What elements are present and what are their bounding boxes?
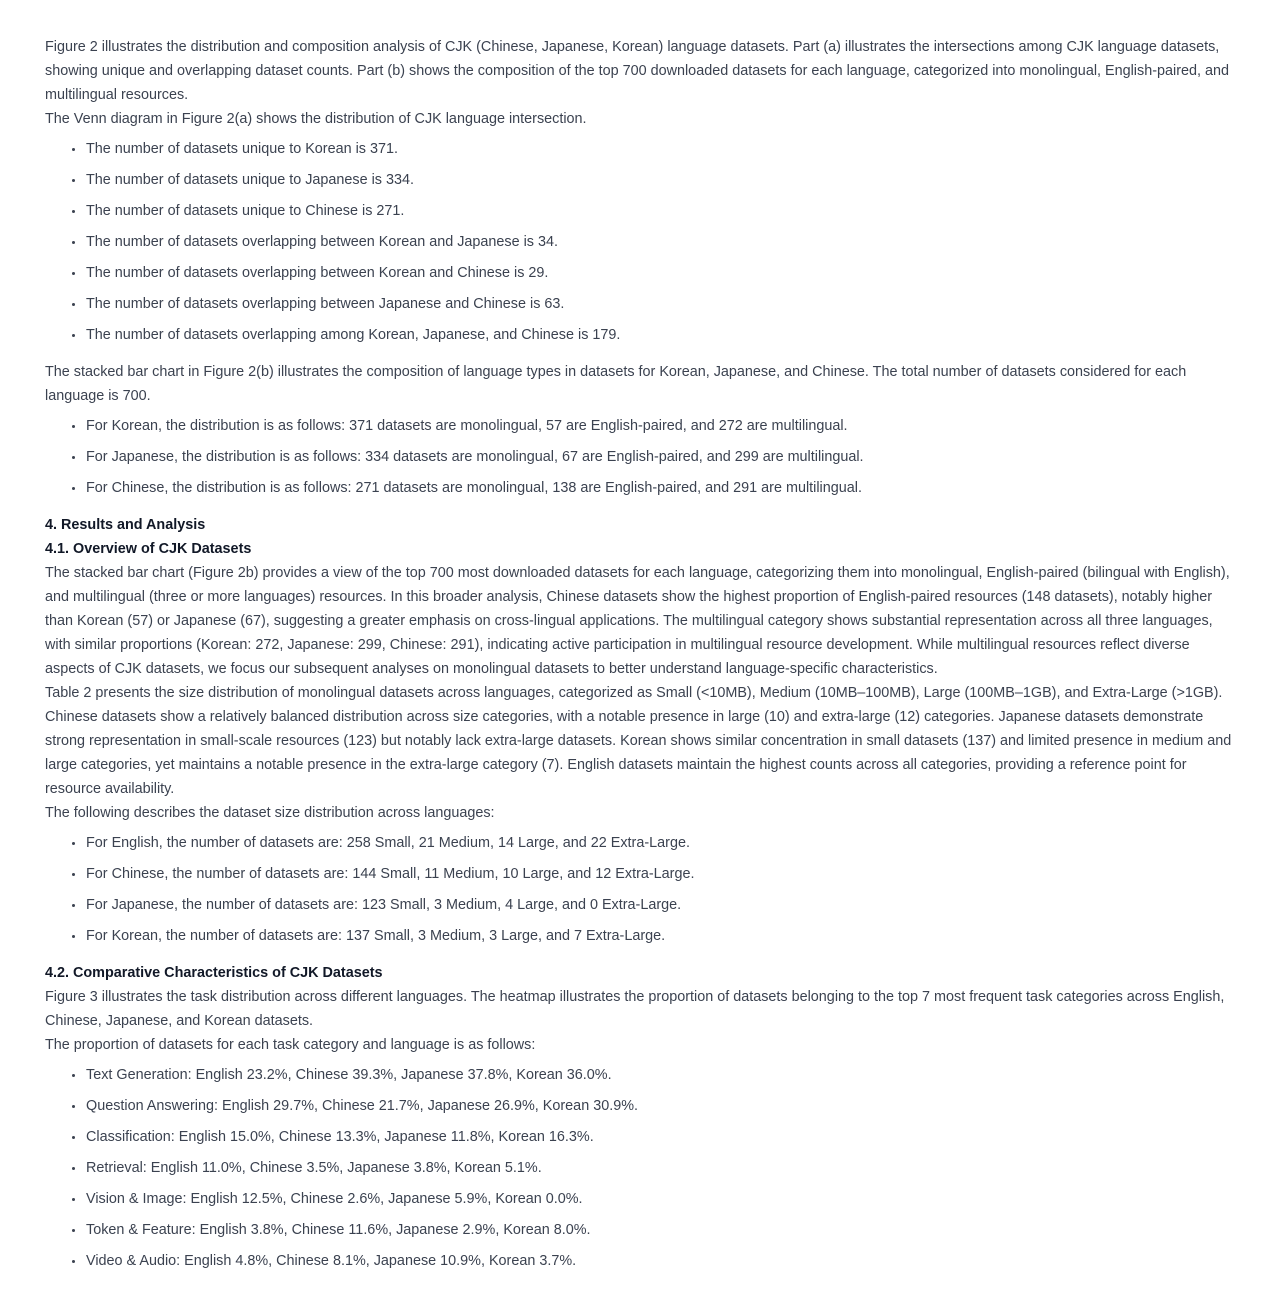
list-item: Vision & Image: English 12.5%, Chinese 2.6%, Japanese 5.9%, Korean 0.0%. xyxy=(45,1187,1235,1218)
list-item: For Japanese, the number of datasets are: 123 Small, 3 Medium, 4 Large, and 0 Extra-Large. xyxy=(45,893,1235,924)
list-item: The number of datasets unique to Japanese is 334. xyxy=(45,168,1235,199)
size-list-intro: The following describes the dataset size distribution across languages: xyxy=(45,805,495,821)
size-distribution-paragraph: Table 2 presents the size distribution of monolingual datasets across languages, categorized as Small (<10MB), Medium (10MB–100MB), Large (100MB–1GB), and Extra-Large (>1GB). Chinese datasets show a relatively balanced distribution across size categories, with a notable presence in large (10) and extra-large (12) categories. Japanese datasets demonstrate strong representation in small-scale resources (123) but notably lack extra-large datasets. Korean shows similar concentration in small datasets (137) and limited presence in medium and large categories, yet maintains a notable presence in the extra-large category (7). English datasets maintain the highest counts across all categories, providing a reference point for resource availability. xyxy=(45,685,1232,797)
list-item: The number of datasets overlapping between Korean and Chinese is 29. xyxy=(45,261,1235,292)
list-item: The number of datasets unique to Korean is 371. xyxy=(45,137,1235,168)
heatmap-paragraph: Figure 3 illustrates the task distribution across different languages. The heatmap illustrates the proportion of datasets belonging to the top 7 most frequent task categories across English, Chinese, Japanese, and Korean datasets. xyxy=(45,989,1225,1029)
list-item: For Chinese, the distribution is as follows: 271 datasets are monolingual, 138 are English-paired, and 291 are multilingual. xyxy=(45,476,1235,507)
list-item: Token & Feature: English 3.8%, Chinese 11.6%, Japanese 2.9%, Korean 8.0%. xyxy=(45,1218,1235,1249)
list-item: Question Answering: English 29.7%, Chinese 21.7%, Japanese 26.9%, Korean 30.9%. xyxy=(45,1094,1235,1125)
list-item: For Japanese, the distribution is as follows: 334 datasets are monolingual, 67 are English-paired, and 299 are multilingual. xyxy=(45,445,1235,476)
overview-paragraph: The stacked bar chart (Figure 2b) provides a view of the top 700 most downloaded datasets for each language, categorizing them into monolingual, English-paired (bilingual with English), and multilingual (three or more languages) resources. In this broader analysis, Chinese datasets show the highest proportion of English-paired resources (148 datasets), notably higher than Korean (57) or Japanese (67), suggesting a greater emphasis on cross-lingual applications. The multilingual category shows substantial representation across all three languages, with similar proportions (Korean: 272, Japanese: 299, Chinese: 291), indicating active participation in multilingual resource development. While multilingual resources reflect diverse aspects of CJK datasets, we focus our subsequent analyses on monolingual datasets to better understand language-specific characteristics. xyxy=(45,565,1230,677)
list-item: Text Generation: English 23.2%, Chinese 39.3%, Japanese 37.8%, Korean 36.0%. xyxy=(45,1063,1235,1094)
list-item: Classification: English 15.0%, Chinese 13.3%, Japanese 11.8%, Korean 16.3%. xyxy=(45,1125,1235,1156)
list-item: Video & Audio: English 4.8%, Chinese 8.1%, Japanese 10.9%, Korean 3.7%. xyxy=(45,1249,1235,1280)
list-item: The number of datasets overlapping between Korean and Japanese is 34. xyxy=(45,230,1235,261)
venn-list xyxy=(45,137,1235,354)
list-item: For Chinese, the number of datasets are: 144 Small, 11 Medium, 10 Large, and 12 Extra-Large. xyxy=(45,862,1235,893)
task-list xyxy=(45,1063,1235,1280)
stacked-bar-paragraph: The stacked bar chart in Figure 2(b) illustrates the composition of language types in datasets for Korean, Japanese, and Chinese. The total number of datasets considered for each language is 700. xyxy=(45,364,1187,404)
size-list xyxy=(45,831,1235,955)
task-list-intro: The proportion of datasets for each task category and language is as follows: xyxy=(45,1037,536,1053)
composition-list xyxy=(45,414,1235,507)
intro-paragraph: Figure 2 illustrates the distribution and composition analysis of CJK (Chinese, Japanese, Korean) language datasets. Part (a) illustrates the intersections among CJK language datasets, showing unique and overlapping dataset counts. Part (b) shows the composition of the top 700 downloaded datasets for each language, categorized into monolingual, English-paired, and multilingual resources. xyxy=(45,39,1230,103)
list-item: For Korean, the distribution is as follows: 371 datasets are monolingual, 57 are English-paired, and 272 are multilingual. xyxy=(45,414,1235,445)
subsection-heading-comparative: 4.2. Comparative Characteristics of CJK Datasets xyxy=(45,965,383,981)
list-item: For Korean, the number of datasets are: 137 Small, 3 Medium, 3 Large, and 7 Extra-Large. xyxy=(45,924,1235,955)
list-item: The number of datasets overlapping among Korean, Japanese, and Chinese is 179. xyxy=(45,323,1235,354)
list-item: Retrieval: English 11.0%, Chinese 3.5%, Japanese 3.8%, Korean 5.1%. xyxy=(45,1156,1235,1187)
list-item: The number of datasets unique to Chinese is 271. xyxy=(45,199,1235,230)
subsection-heading-overview: 4.1. Overview of CJK Datasets xyxy=(45,541,252,557)
venn-intro-paragraph: The Venn diagram in Figure 2(a) shows the distribution of CJK language intersection. xyxy=(45,111,587,127)
section-heading-results: 4. Results and Analysis xyxy=(45,517,206,533)
list-item: The number of datasets overlapping between Japanese and Chinese is 63. xyxy=(45,292,1235,323)
list-item: For English, the number of datasets are: 258 Small, 21 Medium, 14 Large, and 22 Extra-Large. xyxy=(45,831,1235,862)
